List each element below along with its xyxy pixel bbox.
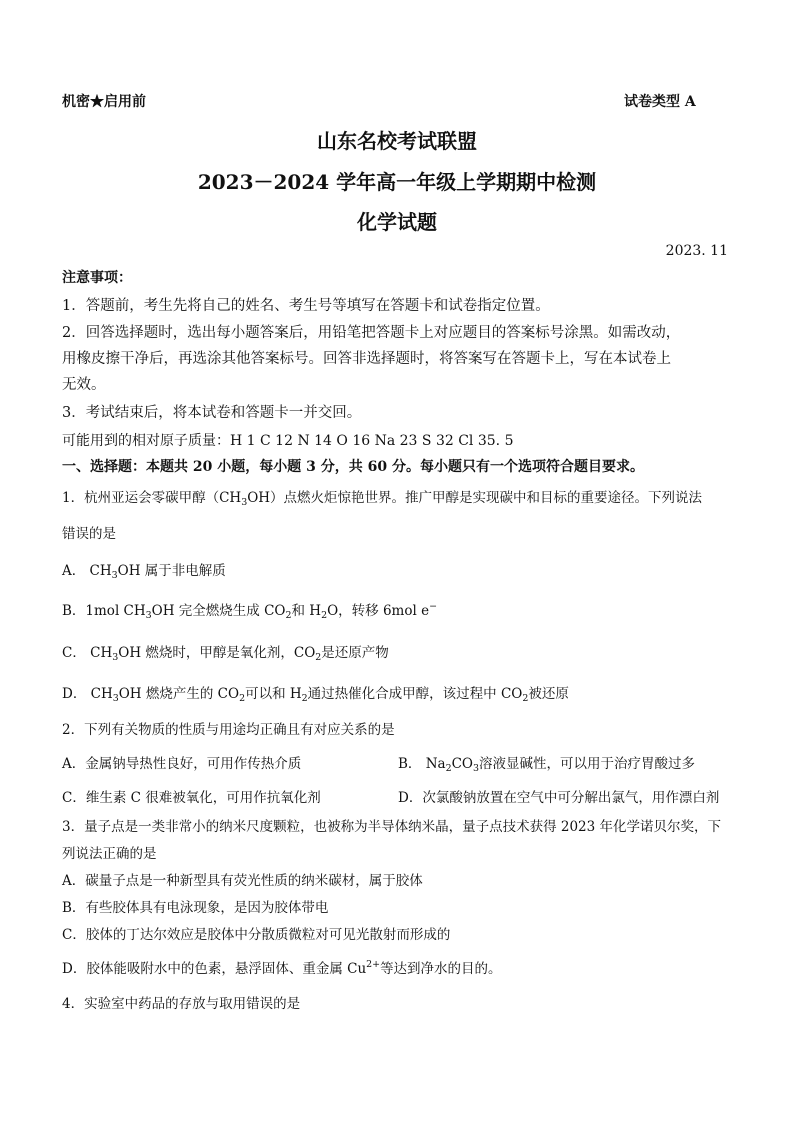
notice-item-2-line-3: 无效。 xyxy=(62,377,106,393)
q2-stem: 2．下列有关物质的性质与用途均正确且有对应关系的是 xyxy=(62,722,395,738)
q4-stem: 4．实验室中药品的存放与取用错误的是 xyxy=(62,996,301,1012)
q3-option-a: A．碳量子点是一种新型具有荧光性质的纳米碳材，属于胶体 xyxy=(62,873,423,889)
q3-option-d: D．胶体能吸附水中的色素，悬浮固体、重金属 $Cu^{2+}$等达到净水的目的。 xyxy=(62,959,502,977)
q3-option-b: B．有些胶体具有电泳现象，是因为胶体带电 xyxy=(62,900,329,916)
notice-item-3: 3．考试结束后，将本试卷和答题卡一并交回。 xyxy=(62,405,362,421)
q1-option-a: A． $CH_3OH$ 属于非电解质 xyxy=(62,563,226,581)
q1-option-d: D． $CH_3OH$ 燃烧产生的 $CO_2$可以和 $H_2$通过热催化合成甲醇，该过程中 $CO_2$被还原 xyxy=(62,686,569,704)
q2-option-b: B． $Na_2CO_3$溶液显碱性，可以用于治疗胃酸过多 xyxy=(398,756,696,774)
notice-item-2-line-2: 用橡皮擦干净后，再选涂其他答案标号。回答非选择题时，将答案写在答题卡上，写在本试卷上 xyxy=(62,351,671,367)
q1-stem-line-2: 错误的是 xyxy=(62,526,116,542)
q3-option-c: C．胶体的丁达尔效应是胶体中分散质微粒对可见光散射而形成的 xyxy=(62,927,451,943)
classification-label: 机密★启用前 xyxy=(62,94,146,110)
q1-stem: 1．杭州亚运会零碳甲醇$(CH_3OH)$点燃火炬惊艳世界。推广甲醇是实现碳中和目标的重要途径。下列说法 xyxy=(62,490,703,508)
section-1-heading: 一、选择题：本题共 20 小题，每小题 3 分，共 60 分。每小题只有一个选项符合题目要求。 xyxy=(62,459,644,475)
league-title: 山东名校考试联盟 xyxy=(317,129,477,153)
exam-title: 2023－2024 学年高一年级上学期期中检测 xyxy=(197,170,597,194)
q1-option-c: C． $CH_3OH$ 燃烧时，甲醇是氧化剂，$CO_2$是还原产物 xyxy=(62,645,389,663)
q3-stem-line-1: 3．量子点是一类非常小的纳米尺度颗粒，也被称为半导体纳米晶，量子点技术获得 2023 年化学诺贝尔奖，下 xyxy=(62,819,722,835)
notice-item-2-line-1: 2．回答选择题时，选出每小题答案后，用铅笔把答题卡上对应题目的答案标号涂黑。如需改动， xyxy=(62,325,681,341)
subject-title: 化学试题 xyxy=(357,210,437,234)
notice-heading: 注意事项： xyxy=(62,270,132,286)
q3-stem-line-2: 列说法正确的是 xyxy=(62,846,157,862)
atomic-masses: 可能用到的相对原子质量：H 1 C 12 N 14 O 16 Na 23 S 32 Cl 35. 5 xyxy=(62,433,514,449)
q2-option-d: D．次氯酸钠放置在空气中可分解出氯气，用作漂白剂 xyxy=(398,790,720,806)
q2-option-a: A．金属钠导热性良好，可用作传热介质 xyxy=(62,756,302,772)
exam-date: 2023. 11 xyxy=(665,243,728,259)
paper-type-label: 试卷类型 A xyxy=(624,94,696,110)
q1-option-b: B．1mol $CH_3OH$ 完全燃烧生成 $CO_2$和 $H_2O$，转移 6mol e− xyxy=(62,601,438,621)
notice-item-1: 1．答题前，考生先将自己的姓名、考生号等填写在答题卡和试卷指定位置。 xyxy=(62,298,550,314)
q2-option-c: C．维生素 C 很难被氧化，可用作抗氧化剂 xyxy=(62,790,321,806)
